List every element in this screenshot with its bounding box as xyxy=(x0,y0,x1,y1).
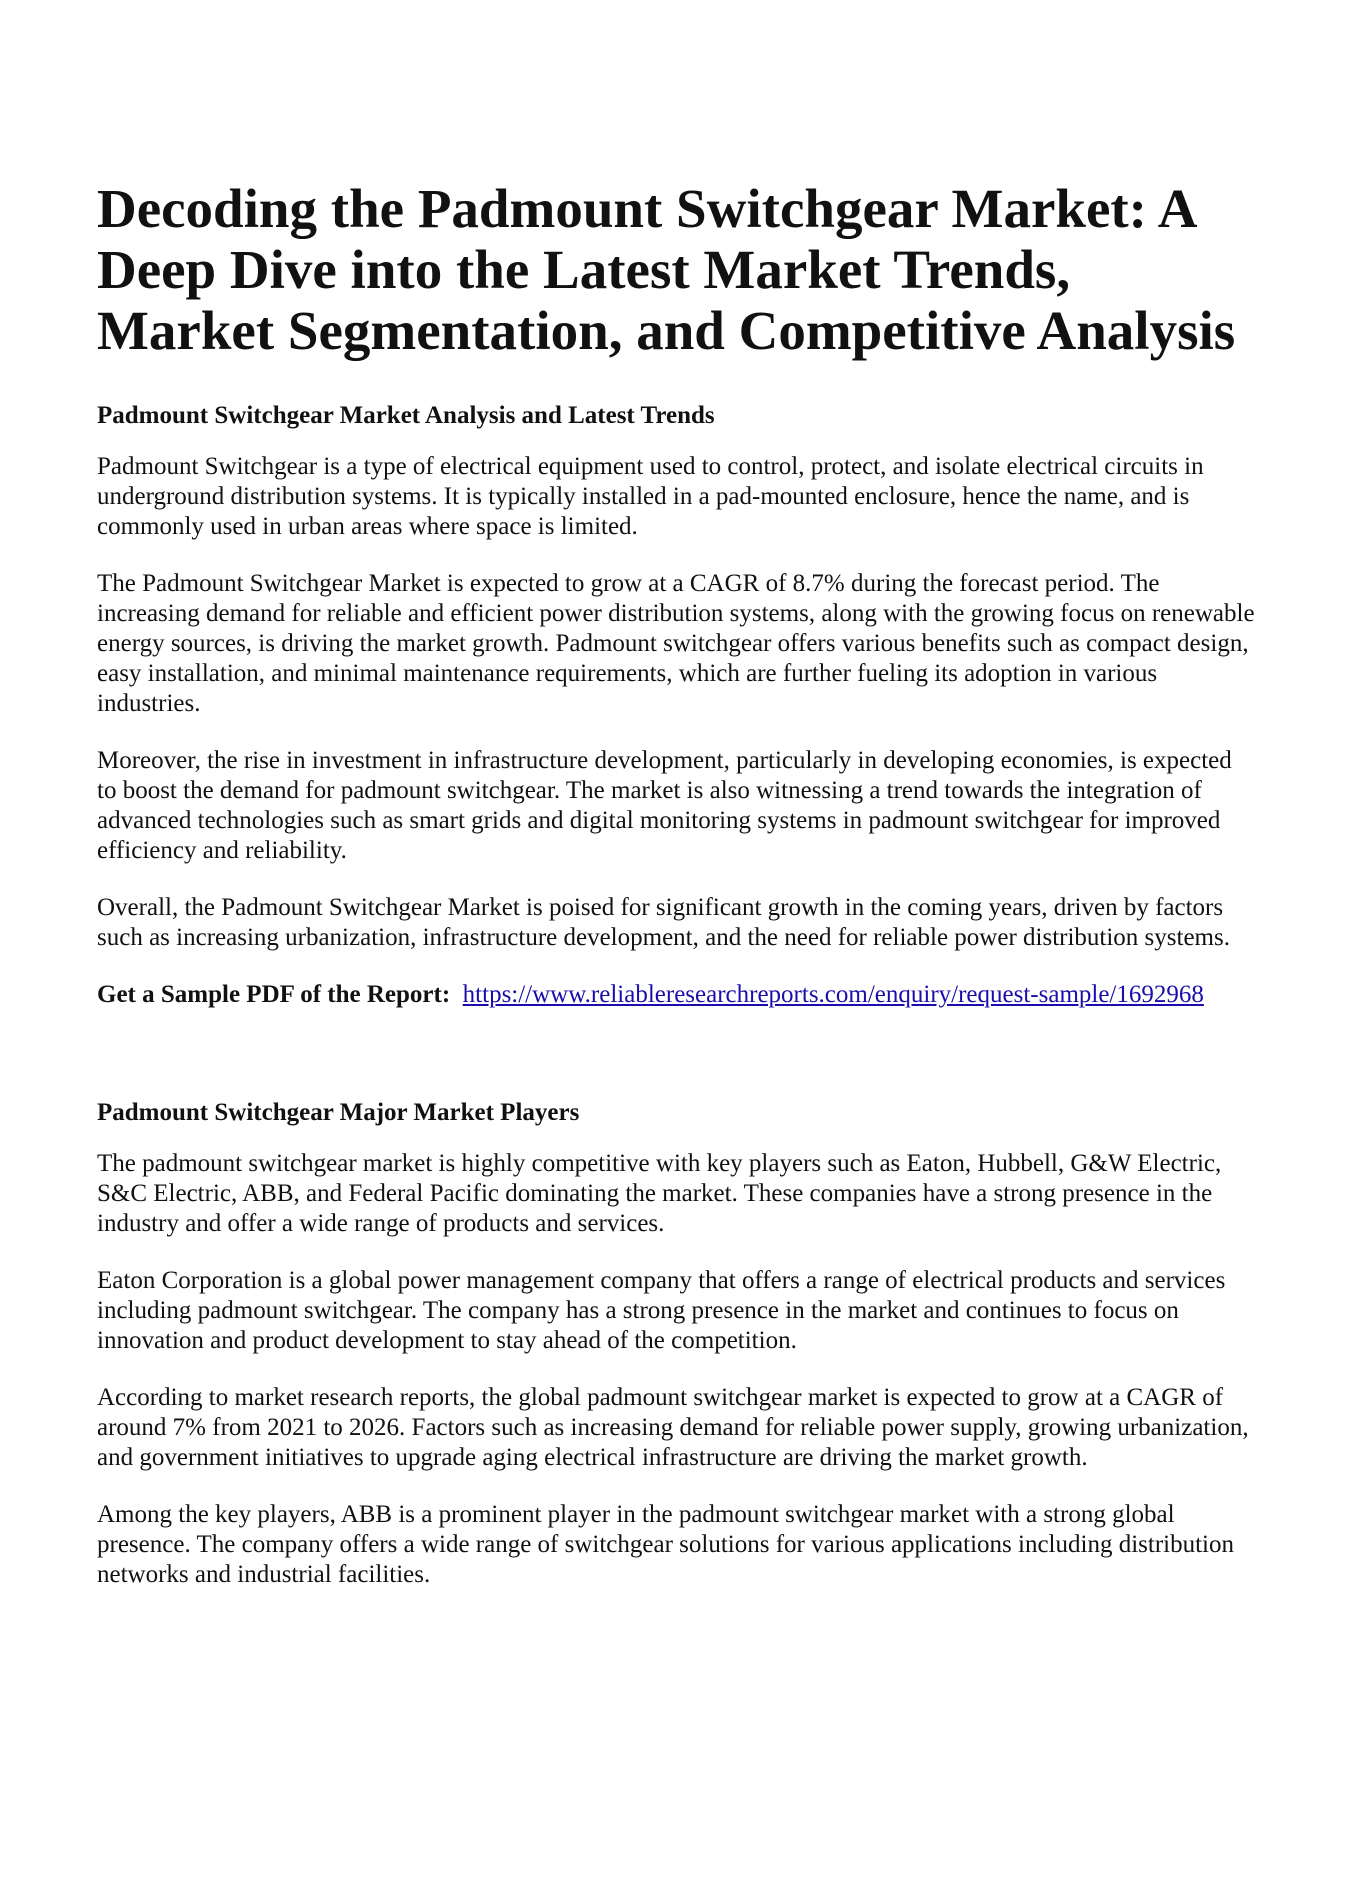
paragraph: According to market research reports, the global padmount switchgear market is expected to grow at a CAGR of around 7% from 2021 to 2026. Factors such as increasing demand for reliable power supply, growing urbanization, and government initiatives to upgrade aging electrical infrastructure are driving the market growth. xyxy=(97,1384,1249,1471)
paragraph: Padmount Switchgear is a type of electrical equipment used to control, protect, and isolate electrical circuits in underground distribution systems. It is typically installed in a pad-mounted enclosure, hence the name, and is commonly used in urban areas where space is limited. xyxy=(97,453,1204,540)
paragraph: The padmount switchgear market is highly competitive with key players such as Eaton, Hubbell, G&W Electric, S&C Electric, ABB, and Federal Pacific dominating the market. These companies have a strong presence in the industry and offer a wide range of products and services. xyxy=(97,1150,1222,1237)
page-title: Decoding the Padmount Switchgear Market: A Deep Dive into the Latest Market Trends, Market Segmentation, and Competitive Analysis xyxy=(97,178,1236,361)
paragraph: Among the key players, ABB is a prominent player in the padmount switchgear market with a strong global presence. The company offers a wide range of switchgear solutions for various applications including distribution networks and industrial facilities. xyxy=(97,1501,1234,1588)
section-heading-analysis: Padmount Switchgear Market Analysis and Latest Trends xyxy=(97,402,715,429)
sample-pdf-link[interactable]: https://www.reliableresearchreports.com/enquiry/request-sample/1692968 xyxy=(462,981,1204,1008)
sample-pdf-label: Get a Sample PDF of the Report: xyxy=(97,981,451,1008)
section-heading-players: Padmount Switchgear Major Market Players xyxy=(97,1099,580,1126)
paragraph: Overall, the Padmount Switchgear Market is poised for significant growth in the coming years, driven by factors such as increasing urbanization, infrastructure development, and the need for reliable power distribution systems. xyxy=(97,894,1230,951)
paragraph: Eaton Corporation is a global power management company that offers a range of electrical products and services including padmount switchgear. The company has a strong presence in the market and continues to focus on innovation and product development to stay ahead of the competition. xyxy=(97,1267,1226,1354)
paragraph: Moreover, the rise in investment in infrastructure development, particularly in developing economies, is expected to boost the demand for padmount switchgear. The market is also witnessing a trend towards the integration of advanced technologies such as smart grids and digital monitoring systems in padmount switchgear for improved efficiency and reliability. xyxy=(97,747,1232,864)
paragraph: The Padmount Switchgear Market is expected to grow at a CAGR of 8.7% during the forecast period. The increasing demand for reliable and efficient power distribution systems, along with the growing focus on renewable energy sources, is driving the market growth. Padmount switchgear offers various benefits such as compact design, easy installation, and minimal maintenance requirements, which are further fueling its adoption in various industries. xyxy=(97,570,1255,717)
section-spacer xyxy=(97,1010,1255,1098)
sample-pdf-line xyxy=(97,980,1255,1010)
